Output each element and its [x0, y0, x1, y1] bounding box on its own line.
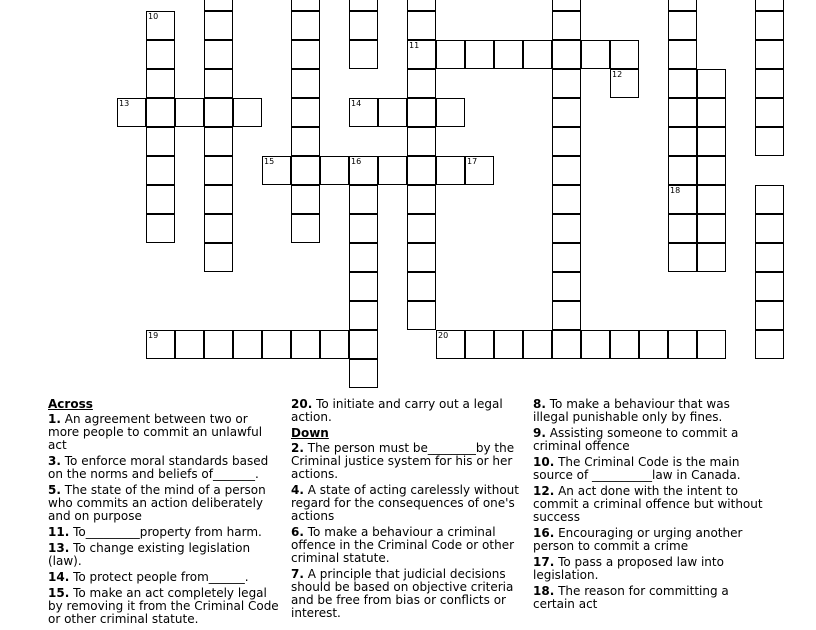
crossword-cell[interactable]	[291, 330, 320, 359]
crossword-cell[interactable]	[668, 0, 697, 11]
crossword-cell[interactable]	[175, 330, 204, 359]
crossword-cell[interactable]	[552, 156, 581, 185]
crossword-cell[interactable]	[146, 69, 175, 98]
crossword-cell[interactable]	[436, 156, 465, 185]
crossword-cell[interactable]	[755, 301, 784, 330]
crossword-cell[interactable]	[552, 0, 581, 11]
crossword-cell[interactable]	[146, 214, 175, 243]
clue-across-11	[48, 526, 280, 539]
clue-number: 16.	[533, 526, 555, 540]
crossword-cell[interactable]	[146, 11, 175, 40]
clue-down-16	[533, 527, 765, 553]
crossword-cell[interactable]	[407, 127, 436, 156]
crossword-cell[interactable]	[146, 185, 175, 214]
clue-text: To make a behaviour a criminal offence in the Criminal Code or other criminal statute.	[291, 525, 515, 565]
clue-text: A state of acting carelessly without regard for the consequences of one's actions	[291, 483, 519, 523]
crossword-cell[interactable]	[407, 214, 436, 243]
clue-text: To initiate and carry out a legal action.	[291, 397, 503, 424]
crossword-cell[interactable]	[697, 98, 726, 127]
cell-number: 13	[119, 99, 130, 108]
clue-number: 18.	[533, 584, 555, 598]
clue-number: 3.	[48, 454, 61, 468]
clue-text: Encouraging or urging another person to commit a crime	[533, 526, 743, 553]
crossword-cell[interactable]	[494, 40, 523, 69]
crossword-cell[interactable]	[436, 330, 465, 359]
clue-number: 10.	[533, 455, 555, 469]
crossword-cell[interactable]	[349, 98, 378, 127]
crossword-cell[interactable]	[581, 40, 610, 69]
crossword-cell[interactable]	[610, 40, 639, 69]
crossword-cell[interactable]	[204, 40, 233, 69]
cell-number: 10	[148, 12, 159, 21]
clues-column-1	[48, 398, 280, 629]
crossword-cell[interactable]	[349, 301, 378, 330]
clue-number: 8.	[533, 397, 546, 411]
clue-text: To make an act completely legal by removing it from the Criminal Code or other criminal statute.	[48, 586, 279, 626]
clues-column-3	[533, 398, 765, 614]
clue-text: The person must be________by the Criminal justice system for his or her actions.	[291, 441, 515, 481]
clue-number: 12.	[533, 484, 555, 498]
crossword-cell[interactable]	[291, 40, 320, 69]
clue-down-9	[533, 427, 765, 453]
crossword-cell[interactable]	[755, 98, 784, 127]
crossword-cell[interactable]	[291, 11, 320, 40]
crossword-cell[interactable]	[581, 330, 610, 359]
crossword-cell[interactable]	[204, 0, 233, 11]
cell-number: 20	[438, 331, 449, 340]
crossword-cell[interactable]	[436, 98, 465, 127]
clue-across-5	[48, 484, 280, 523]
clue-across-1	[48, 413, 280, 452]
crossword-cell[interactable]	[349, 0, 378, 11]
clue-text: To enforce moral standards based on the norms and beliefs of_______.	[48, 454, 269, 481]
down-heading: Down	[291, 426, 329, 440]
crossword-cell[interactable]	[552, 69, 581, 98]
crossword-cell[interactable]	[755, 243, 784, 272]
clue-across-14	[48, 571, 280, 584]
cell-number: 17	[467, 157, 478, 166]
clue-down-4	[291, 484, 521, 523]
crossword-cell[interactable]	[349, 330, 378, 359]
clue-number: 5.	[48, 483, 61, 497]
clue-number: 6.	[291, 525, 304, 539]
clue-number: 4.	[291, 483, 304, 497]
clue-number: 2.	[291, 441, 304, 455]
crossword-cell[interactable]	[204, 156, 233, 185]
cell-number: 11	[409, 41, 420, 50]
clue-number: 14.	[48, 570, 70, 584]
crossword-cell[interactable]	[697, 156, 726, 185]
crossword-cell[interactable]	[552, 330, 581, 359]
crossword-cell[interactable]	[320, 330, 349, 359]
crossword-cell[interactable]	[233, 98, 262, 127]
clue-number: 13.	[48, 541, 70, 555]
crossword-cell[interactable]	[668, 330, 697, 359]
crossword-cell[interactable]	[291, 156, 320, 185]
crossword-cell[interactable]	[523, 330, 552, 359]
crossword-cell[interactable]	[755, 127, 784, 156]
crossword-cell[interactable]	[204, 214, 233, 243]
clue-number: 15.	[48, 586, 70, 600]
crossword-cell[interactable]	[668, 156, 697, 185]
crossword-cell[interactable]	[668, 11, 697, 40]
clue-down-10	[533, 456, 765, 482]
crossword-cell[interactable]	[146, 98, 175, 127]
crossword-cell[interactable]	[146, 156, 175, 185]
clue-number: 17.	[533, 555, 555, 569]
clue-number: 7.	[291, 567, 304, 581]
crossword-cell[interactable]	[697, 69, 726, 98]
crossword-cell[interactable]	[668, 98, 697, 127]
cell-number: 15	[264, 157, 275, 166]
crossword-cell[interactable]	[610, 330, 639, 359]
clue-down-18	[533, 585, 765, 611]
crossword-cell[interactable]	[668, 69, 697, 98]
clue-down-12	[533, 485, 765, 524]
crossword-cell[interactable]	[204, 98, 233, 127]
crossword-cell[interactable]	[697, 214, 726, 243]
crossword-cell[interactable]	[407, 40, 436, 69]
crossword-cell[interactable]	[291, 127, 320, 156]
clue-across-3	[48, 455, 280, 481]
crossword-cell[interactable]	[349, 359, 378, 388]
clue-down-17	[533, 556, 765, 582]
clue-text: To change existing legislation (law).	[48, 541, 251, 568]
crossword-cell[interactable]	[204, 127, 233, 156]
crossword-cell[interactable]	[755, 40, 784, 69]
crossword-cell[interactable]	[407, 69, 436, 98]
crossword-cell[interactable]	[378, 156, 407, 185]
crossword-cell[interactable]	[175, 98, 204, 127]
crossword-cell[interactable]	[349, 40, 378, 69]
crossword-cell[interactable]	[552, 214, 581, 243]
crossword-cell[interactable]	[204, 330, 233, 359]
crossword-cell[interactable]	[291, 185, 320, 214]
clue-number: 20.	[291, 397, 313, 411]
across-heading: Across	[48, 397, 93, 411]
crossword-cell[interactable]	[291, 214, 320, 243]
crossword-cell[interactable]	[552, 40, 581, 69]
crossword-cell[interactable]	[755, 214, 784, 243]
clue-across-20	[291, 398, 521, 424]
crossword-cell[interactable]	[755, 11, 784, 40]
crossword-cell[interactable]	[552, 11, 581, 40]
crossword-cell[interactable]	[668, 214, 697, 243]
crossword-cell[interactable]	[755, 0, 784, 11]
crossword-cell[interactable]	[146, 330, 175, 359]
crossword-cell[interactable]	[320, 156, 349, 185]
crossword-cell[interactable]	[610, 69, 639, 98]
clue-down-7	[291, 568, 521, 620]
clue-down-2	[291, 442, 521, 481]
crossword-cell[interactable]	[146, 127, 175, 156]
crossword-cell[interactable]	[204, 185, 233, 214]
crossword-cell[interactable]	[407, 98, 436, 127]
crossword-cell[interactable]	[552, 243, 581, 272]
crossword-cell[interactable]	[291, 69, 320, 98]
crossword-cell[interactable]	[552, 127, 581, 156]
crossword-cell[interactable]	[204, 11, 233, 40]
crossword-cell[interactable]	[668, 185, 697, 214]
crossword-cell[interactable]	[407, 272, 436, 301]
crossword-cell[interactable]	[146, 40, 175, 69]
clue-across-15	[48, 587, 280, 626]
crossword-cell[interactable]	[407, 185, 436, 214]
crossword-cell[interactable]	[465, 330, 494, 359]
crossword-cell[interactable]	[755, 185, 784, 214]
crossword-cell[interactable]	[494, 330, 523, 359]
crossword-cell[interactable]	[233, 330, 262, 359]
clue-text: The Criminal Code is the main source of __________law in Canada.	[533, 455, 741, 482]
crossword-cell[interactable]	[639, 330, 668, 359]
crossword-cell[interactable]	[755, 69, 784, 98]
crossword-cell[interactable]	[697, 185, 726, 214]
clue-down-8	[533, 398, 765, 424]
clue-number: 1.	[48, 412, 61, 426]
crossword-cell[interactable]	[552, 272, 581, 301]
cell-number: 16	[351, 157, 362, 166]
crossword-cell[interactable]	[668, 40, 697, 69]
clue-text: Assisting someone to commit a criminal offence	[533, 426, 739, 453]
cell-number: 14	[351, 99, 362, 108]
crossword-cell[interactable]	[349, 243, 378, 272]
clues-column-2	[291, 398, 521, 623]
clue-number: 9.	[533, 426, 546, 440]
clue-number: 11.	[48, 525, 70, 539]
crossword-cell[interactable]	[465, 156, 494, 185]
clue-text: To make a behaviour that was illegal punishable only by fines.	[533, 397, 730, 424]
crossword-cell[interactable]	[407, 0, 436, 11]
cell-number: 18	[670, 186, 681, 195]
clue-text: A principle that judicial decisions should be based on objective criteria and be free from bias or conflicts or interest.	[291, 567, 514, 620]
crossword-cell[interactable]	[697, 127, 726, 156]
crossword-cell[interactable]	[523, 40, 552, 69]
cell-number: 19	[148, 331, 159, 340]
crossword-cell[interactable]	[407, 301, 436, 330]
clue-text: The reason for committing a certain act	[533, 584, 729, 611]
clue-text: To protect people from______.	[73, 570, 249, 584]
clue-down-6	[291, 526, 521, 565]
crossword-cell[interactable]	[552, 185, 581, 214]
crossword-cell[interactable]	[407, 243, 436, 272]
clue-text: An agreement between two or more people to commit an unlawful act	[48, 412, 263, 452]
clue-text: To_________property from harm.	[73, 525, 262, 539]
clue-text: The state of the mind of a person who commits an action deliberately and on purpose	[48, 483, 266, 523]
crossword-cell[interactable]	[407, 11, 436, 40]
crossword-cell[interactable]	[349, 156, 378, 185]
crossword-cell[interactable]	[755, 330, 784, 359]
crossword-cell[interactable]	[668, 127, 697, 156]
crossword-cell[interactable]	[697, 330, 726, 359]
crossword-cell[interactable]	[262, 330, 291, 359]
crossword-cell[interactable]	[407, 156, 436, 185]
crossword-cell[interactable]	[291, 98, 320, 127]
crossword-cell[interactable]	[378, 98, 407, 127]
crossword-cell[interactable]	[117, 98, 146, 127]
crossword-cell[interactable]	[204, 243, 233, 272]
crossword-cell[interactable]	[552, 98, 581, 127]
clue-text: To pass a proposed law into legislation.	[533, 555, 724, 582]
cell-number: 12	[612, 70, 623, 79]
crossword-cell[interactable]	[349, 11, 378, 40]
crossword-cell[interactable]	[552, 301, 581, 330]
crossword-cell[interactable]	[204, 69, 233, 98]
clue-across-13	[48, 542, 280, 568]
crossword-cell[interactable]	[349, 272, 378, 301]
crossword-cell[interactable]	[436, 40, 465, 69]
crossword-cell[interactable]	[697, 243, 726, 272]
crossword-cell[interactable]	[291, 0, 320, 11]
crossword-cell[interactable]	[465, 40, 494, 69]
crossword-cell[interactable]	[668, 243, 697, 272]
crossword-cell[interactable]	[349, 214, 378, 243]
crossword-cell[interactable]	[349, 185, 378, 214]
crossword-cell[interactable]	[262, 156, 291, 185]
clue-text: An act done with the intent to commit a criminal offence but without success	[533, 484, 763, 524]
crossword-cell[interactable]	[755, 272, 784, 301]
